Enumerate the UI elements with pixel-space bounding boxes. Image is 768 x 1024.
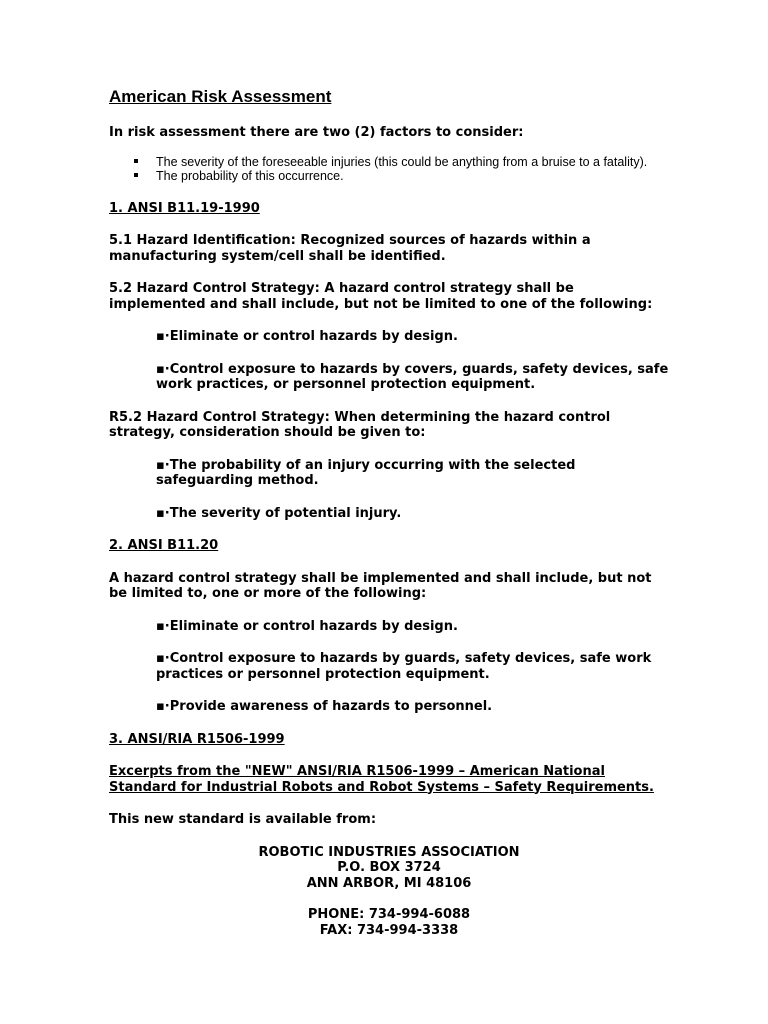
square-bullet-icon [134,173,138,177]
phone-number: PHONE: 734-994-6088 [307,907,471,922]
document-title: American Risk Assessment [109,87,332,106]
bullet-marker-icon: ▪· [156,329,170,344]
square-bullet-icon [134,159,138,163]
address-city: ANN ARBOR, MI 48106 [306,875,472,891]
section-2-heading: 2. ANSI B11.20 [109,538,219,553]
document-page [109,86,669,938]
address-org: ROBOTIC INDUSTRIES ASSOCIATION [258,844,520,860]
section-5-1-text: 5.1 Hazard Identification: Recognized sources of hazards within a manufacturing system/cell shall be identified. [109,233,591,264]
bullet-marker-icon: ▪· [156,361,170,377]
factor-list [109,155,669,184]
section-5-2-text: 5.2 Hazard Control Strategy: A hazard control strategy shall be implemented and shall include, but not be limited to one of the following: [109,281,653,312]
bullet-marker-icon: ▪· [156,457,170,473]
bullet-marker-icon: ▪· [156,651,170,666]
bullet-marker-icon: ▪· [156,699,170,714]
section-r5-2-text: R5.2 Hazard Control Strategy: When determining the hazard control strategy, consideration should be given to: [109,409,611,440]
indented-item: ▪·Eliminate or control hazards by design. [156,618,458,634]
indented-item: ▪·The probability of an injury occurring with the selected safeguarding method. [156,457,576,488]
intro-text: In risk assessment there are two (2) factors to consider: [109,125,524,140]
bullet-marker-icon: ▪· [156,618,170,634]
indented-item: ▪·Eliminate or control hazards by design. [156,329,458,344]
spacer [109,891,669,907]
fax-number: FAX: 734-994-3338 [319,922,459,938]
address-box: P.O. BOX 3724 [337,860,441,875]
section-1-heading: 1. ANSI B11.19-1990 [109,200,260,216]
bullet-marker-icon: ▪· [156,505,170,521]
indented-item: ▪·Control exposure to hazards by covers, guards, safety devices, safe work practices, or personnel protection equipment. [156,361,669,392]
list-item: The severity of the foreseeable injuries (this could be anything from a bruise to a fatality). [130,155,669,170]
list-item: The probability of this occurrence. [130,169,669,184]
excerpt-text: Excerpts from the "NEW" ANSI/RIA R1506-1999 – American National Standard for Industrial Robots and Robot Systems – Safety Requirements. [109,764,654,795]
availability-text: This new standard is available from: [109,812,377,827]
indented-item: ▪·Provide awareness of hazards to personnel. [156,699,493,714]
section-2-text: A hazard control strategy shall be implemented and shall include, but not be limited to, one or more of the following: [109,570,652,601]
indented-item: ▪·The severity of potential injury. [156,505,402,521]
section-3-heading: 3. ANSI/RIA R1506-1999 [109,731,285,747]
indented-item: ▪·Control exposure to hazards by guards, safety devices, safe work practices or personnel protection equipment. [156,651,652,682]
